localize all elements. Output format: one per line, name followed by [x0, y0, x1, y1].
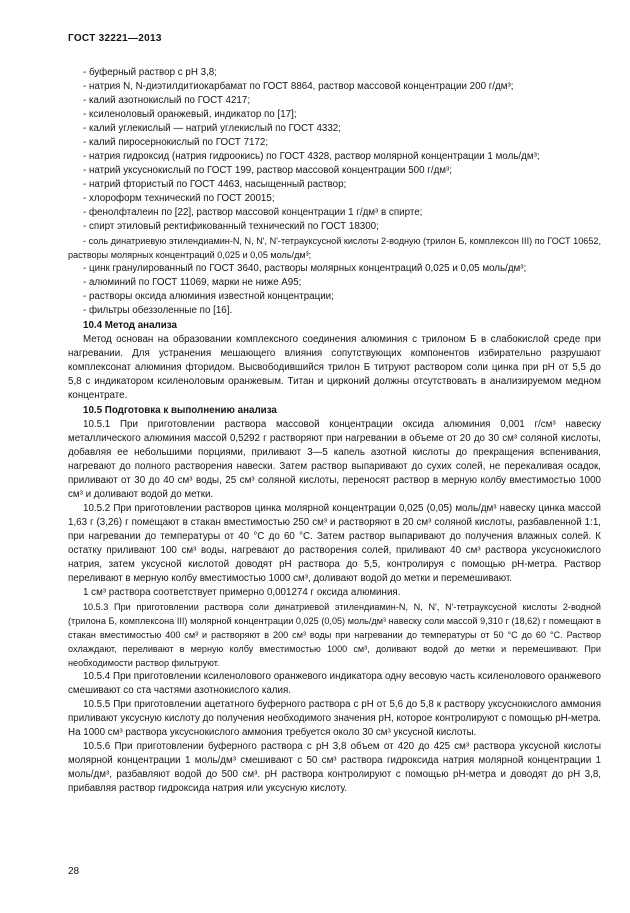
reagent-list-item-8: - натрий уксуснокислый по ГОСТ 199, раствор массовой концентрации 500 г/дм³; — [83, 165, 453, 176]
reagent-list-item-11: - фенолфталеин по [22], раствор массовой концентрации 1 г/дм³ в спирте; — [83, 207, 423, 218]
standard-designation: ГОСТ 32221—2013 — [68, 33, 162, 44]
paragraph-10-5-6: 10.5.6 При приготовлении буферного раствора с pH 3,8 объем от 420 до 425 см³ раствора уксусной кислоты молярной концентрации 1 моль/дм³ смешивают с 50 см³ раствора гидроксида натрия молярной концентрации 1 моль/дм³, разбавляют водой до 500 см³. pH раствора контролируют с помощью pH-метра и доводят до pH 3,8, прибавляя раствор гидроксида натрия или уксусную кислоту. — [68, 741, 601, 794]
reagent-list-item-5: - калий углекислый — натрий углекислый по ГОСТ 4332; — [83, 123, 341, 134]
page-number: 28 — [68, 866, 80, 877]
paragraph-10-5-2: 10.5.2 При приготовлении растворов цинка молярной концентрации 0,025 (0,05) моль/дм³ навеску цинка массой 1,63 г (3,26) г помещают в стакан вместимостью 250 см³ и растворяют в 20 см³ соляной кислоты, разбавленной 1:1, при нагревании до температуры от 40 °С до 60 °С. Затем раствор выпаривают до получения влажных солей. К остатку приливают 100 см³ воды, нагревают до растворения солей, приливают 40 см³ раствора уксуснокислого натрия, затем уксусной кислотой доводят pH раствора до 5,5, контролируя с помощью pH-метра. Раствор переливают в мерную колбу вместимостью 1000 см³, доливают водой до метки и перемешивают. — [68, 503, 601, 584]
paragraph-solution-note: 1 см³ раствора соответствует примерно 0,001274 г оксида алюминия. — [83, 587, 401, 598]
reagent-list-item-10: - хлороформ технический по ГОСТ 20015; — [83, 193, 275, 204]
paragraph-10-5-1: 10.5.1 При приготовлении раствора массовой концентрации оксида алюминия 0,001 г/см³ навеску металлического алюминия массой 0,5292 г растворяют при нагревании в объеме от 20 до 30 см³ соляной кислоты, добавляя ее небольшими порциями, приливают 3—5 капель азотной кислоты до прекращения вспенивания, нагревают до полного растворения навески. Затем раствор выпаривают до сухих солей, не перекаливая осадок, приливают от 30 до 40 см³ воды, 25 см³ соляной кислоты, переносят раствор в мерную колбу вместимостью 1000 см³ и доливают водой до метки. — [68, 419, 601, 500]
reagent-list-item-1: - буферный раствор с pH 3,8; — [83, 67, 217, 78]
reagent-list-item-16: - растворы оксида алюминия известной концентрации; — [83, 291, 334, 302]
reagent-list-item-14: - цинк гранулированный по ГОСТ 3640, растворы молярных концентраций 0,025 и 0,05 моль/дм³; — [83, 263, 527, 274]
paragraph-method-description: Метод основан на образовании комплексного соединения алюминия с трилоном Б в слабокислой среде при нагревании. Для устранения мешающего влияния сопутствующих компонентов избирательно разрушают комплексонат алюминия фторидом. Высвободившийся трилон Б титруют раствором соли цинка при pH от 5,5 до 5,8 с индикатором ксиленоловым оранжевым. Титан и цирконий должны отсутствовать в анализируемом медном концентрате. — [68, 334, 601, 401]
reagent-list-item-7: - натрия гидроксид (натрия гидроокись) по ГОСТ 4328, раствор молярной концентрации 1 моль/дм³; — [83, 151, 540, 162]
paragraph-10-5-4: 10.5.4 При приготовлении ксиленолового оранжевого индикатора одну весовую часть ксиленолового оранжевого смешивают со ста частями азотнокислого калия. — [68, 671, 601, 696]
paragraph-10-5-5: 10.5.5 При приготовлении ацетатного буферного раствора с pH от 5,6 до 5,8 к раствору уксуснокислого аммония приливают уксусную кислоту до получения необходимого значения pH, которое контролируют с помощью pH-метра. На 1000 см³ раствора уксуснокислого аммония требуется около 30 см³ уксусной кислоты. — [68, 699, 601, 738]
reagent-list-item-13: - соль динатриевую этилендиамин-N, N, N', N'-тетрауксусной кислоты 2-водную (трилон Б, комплексон III) по ГОСТ 10652, растворы молярных концентраций 0,025 и 0,05 моль/дм³; — [68, 236, 601, 260]
section-heading-10-4: 10.4 Метод анализа — [83, 320, 177, 331]
reagent-list-item-2: - натрия N, N-диэтилдитиокарбамат по ГОСТ 8864, раствор массовой концентрации 200 г/дм³; — [83, 81, 514, 92]
document-body — [68, 66, 601, 796]
reagent-list-item-17: - фильтры обеззоленные по [16]. — [83, 305, 233, 316]
reagent-list-item-12: - спирт этиловый ректификованный технический по ГОСТ 18300; — [83, 221, 379, 232]
reagent-list-item-6: - калий пиросернокислый по ГОСТ 7172; — [83, 137, 269, 148]
section-heading-10-5: 10.5 Подготовка к выполнению анализа — [83, 405, 277, 416]
reagent-list-item-4: - ксиленоловый оранжевый, индикатор по [17]; — [83, 109, 297, 120]
reagent-list-item-9: - натрий фтористый по ГОСТ 4463, насыщенный раствор; — [83, 179, 347, 190]
reagent-list-item-3: - калий азотнокислый по ГОСТ 4217; — [83, 95, 251, 106]
reagent-list-item-15: - алюминий по ГОСТ 11069, марки не ниже А95; — [83, 277, 302, 288]
paragraph-10-5-3: 10.5.3 При приготовлении раствора соли динатриевой этилендиамин-N, N, N', N'-тетрауксусной кислоты 2-водной (трилона Б, комплексона III) молярной концентрации 0,025 (0,05) моль/дм³ навеску соли массой 9,310 г (18,62) г помещают в стакан вместимостью 400 см³ и растворяют в 200 см³ воды при нагревании до температуры от 50 °С до 60 °С. Раствор охлаждают, переливают в мерную колбу вместимостью 1000 см³, доливают водой до метки и перемешивают. При необходимости раствор фильтруют. — [68, 602, 601, 668]
